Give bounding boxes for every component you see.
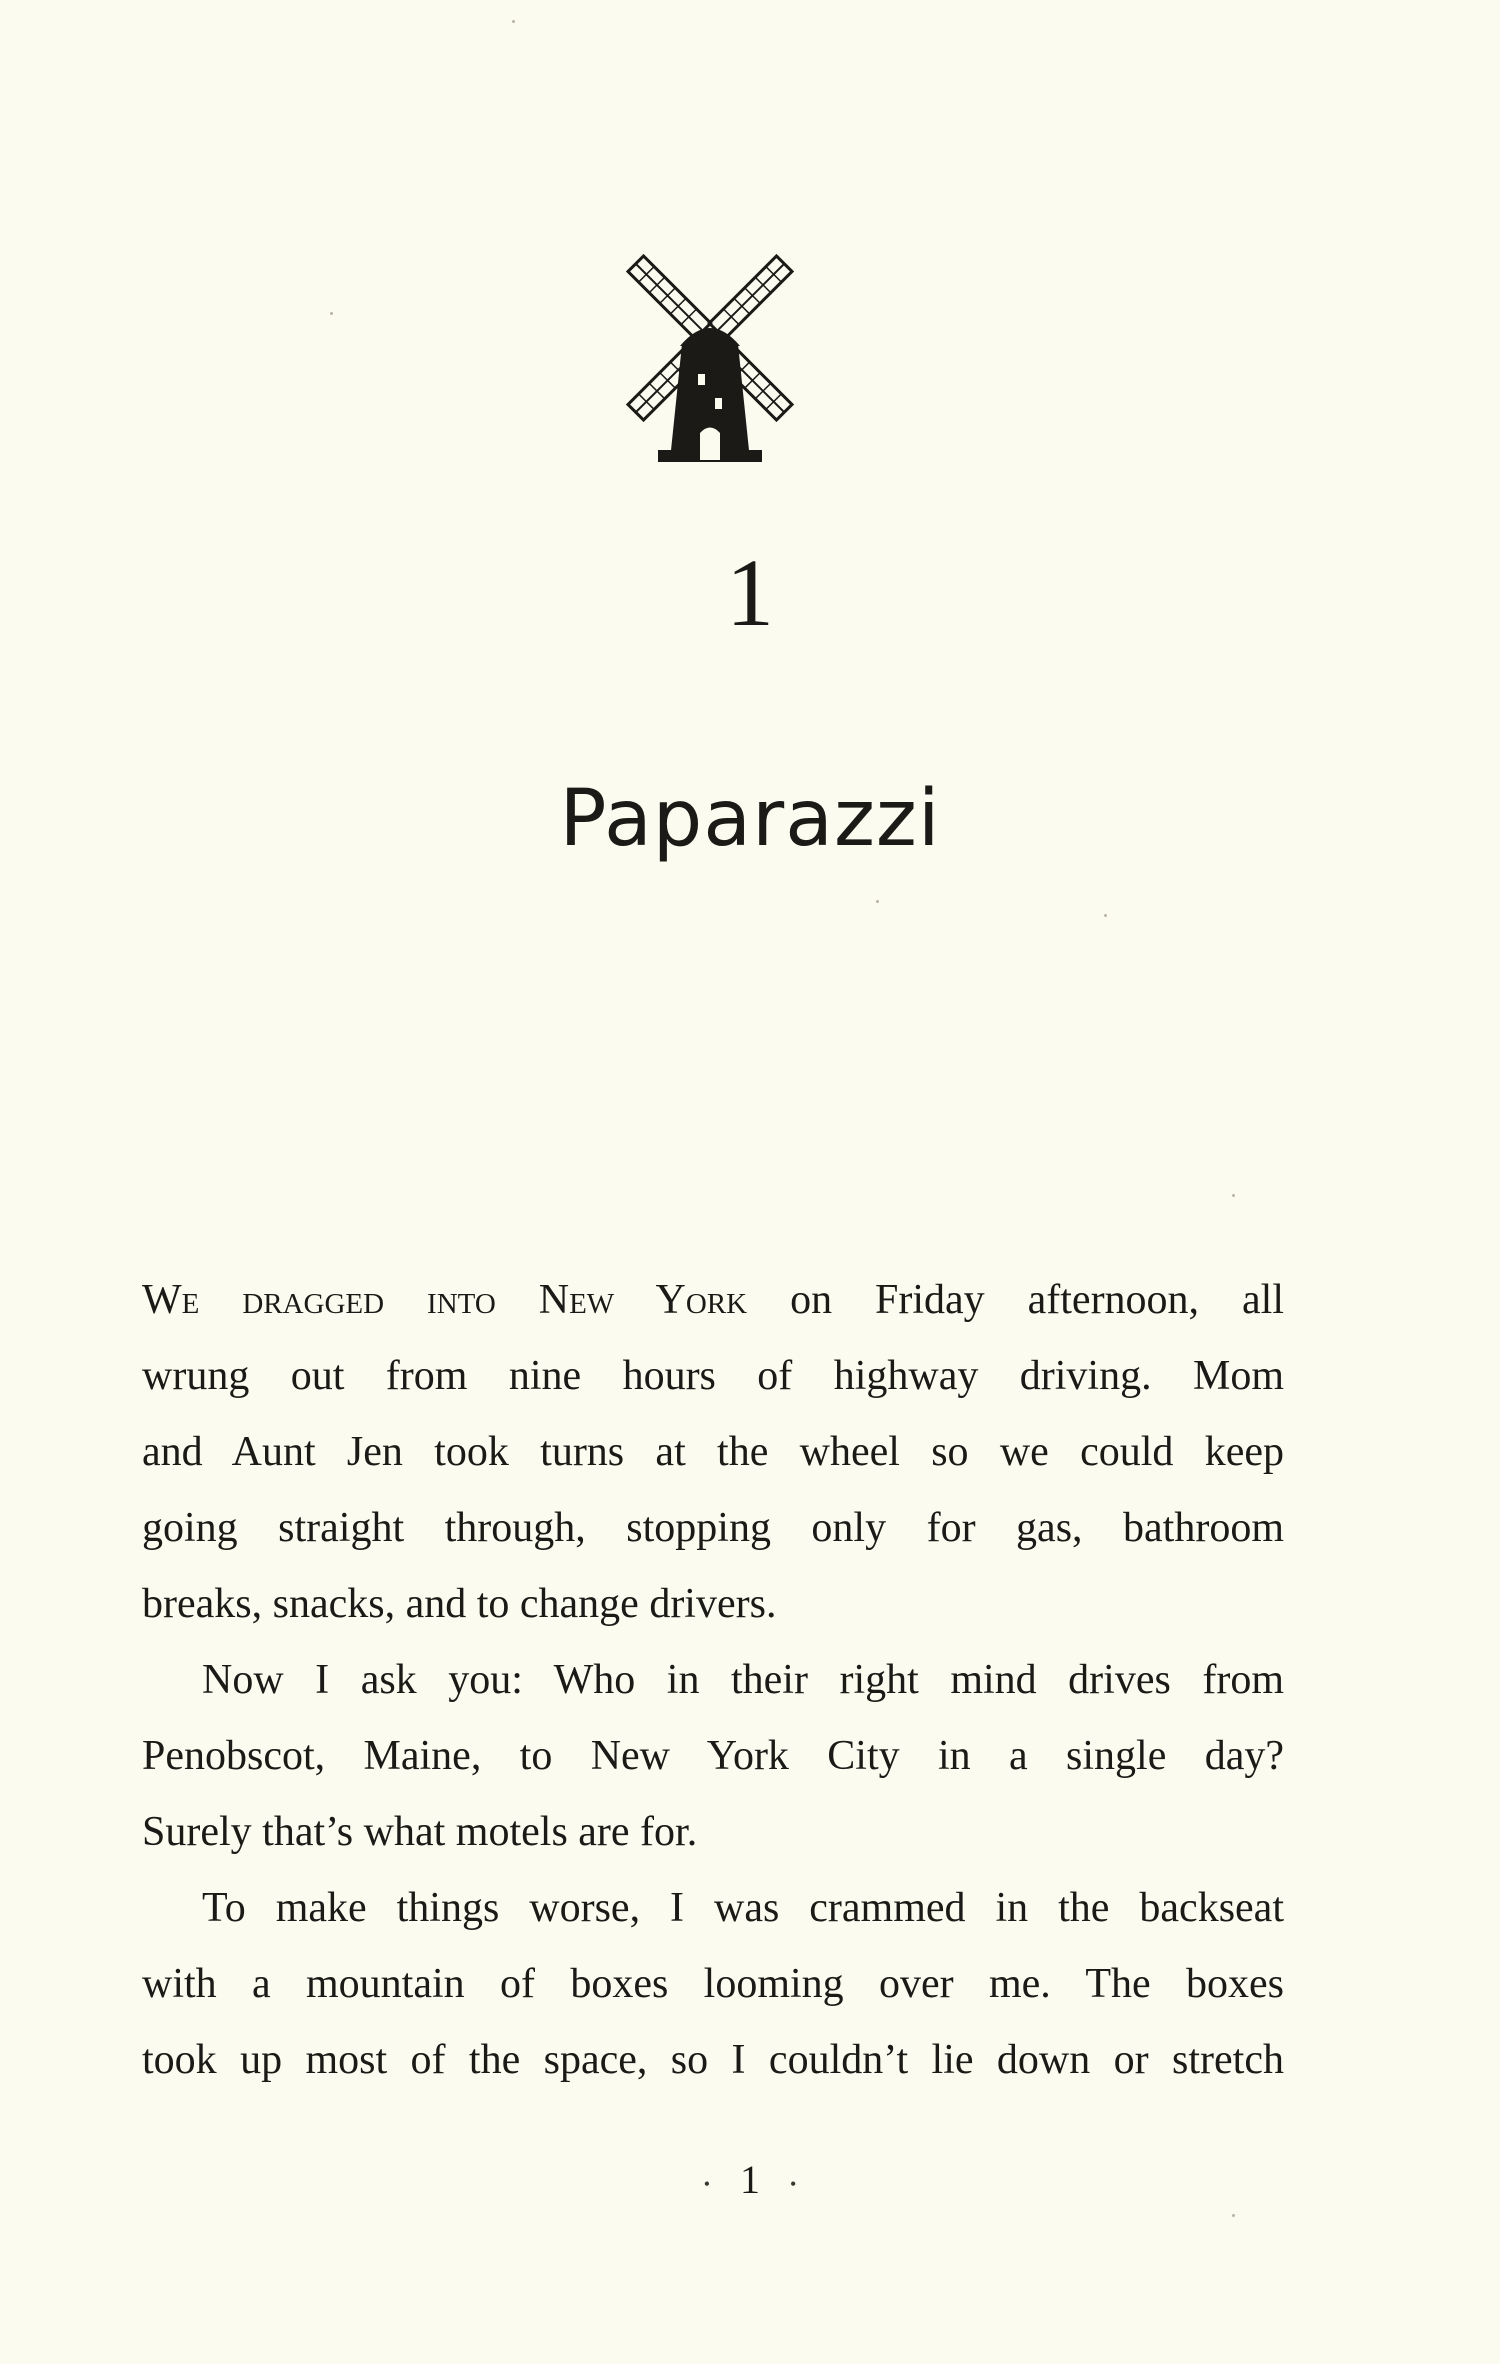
text-line: Surely that’s what motels are for. <box>142 1809 698 1855</box>
first-line-small-caps <box>142 1262 1284 1338</box>
text-line: going straight through, stopping only for gas, bathroom <box>142 1505 1284 1551</box>
paper-speck <box>876 900 879 903</box>
paper-speck <box>1104 914 1107 917</box>
text-line: took up most of the space, so I couldn’t lie down or stretch <box>142 2037 1284 2083</box>
page-footer <box>0 2157 1500 2202</box>
body-text <box>142 1262 1284 2098</box>
small-caps-text: We dragged into New York <box>142 1277 748 1323</box>
small-caps-opening <box>142 1277 1284 1323</box>
page-number: 1 <box>740 2157 760 2202</box>
chapter-number: 1 <box>726 539 774 646</box>
chapter-title: Paparazzi <box>559 774 941 864</box>
folio-ornament-left: • <box>703 2173 710 2194</box>
windmill-icon <box>600 228 820 488</box>
paper-speck <box>1232 1194 1235 1197</box>
text-line: breaks, snacks, and to change drivers. <box>142 1581 777 1627</box>
text-line: Now I ask you: Who in their right mind drives from <box>202 1657 1284 1703</box>
text-line: wrung out from nine hours of highway driving. Mom <box>142 1353 1284 1399</box>
paper-speck <box>330 312 333 315</box>
text-line: Penobscot, Maine, to New York City in a single day? <box>142 1733 1284 1779</box>
text-line: and Aunt Jen took turns at the wheel so we could keep <box>142 1429 1284 1475</box>
paper-speck <box>512 20 515 23</box>
folio-ornament-right: • <box>790 2173 797 2194</box>
text-line: To make things worse, I was crammed in the backseat <box>202 1885 1284 1931</box>
first-line-remainder: on Friday afternoon, all <box>747 1277 1284 1323</box>
paper-speck <box>1232 2214 1235 2217</box>
text-line: with a mountain of boxes looming over me. The boxes <box>142 1961 1284 2007</box>
